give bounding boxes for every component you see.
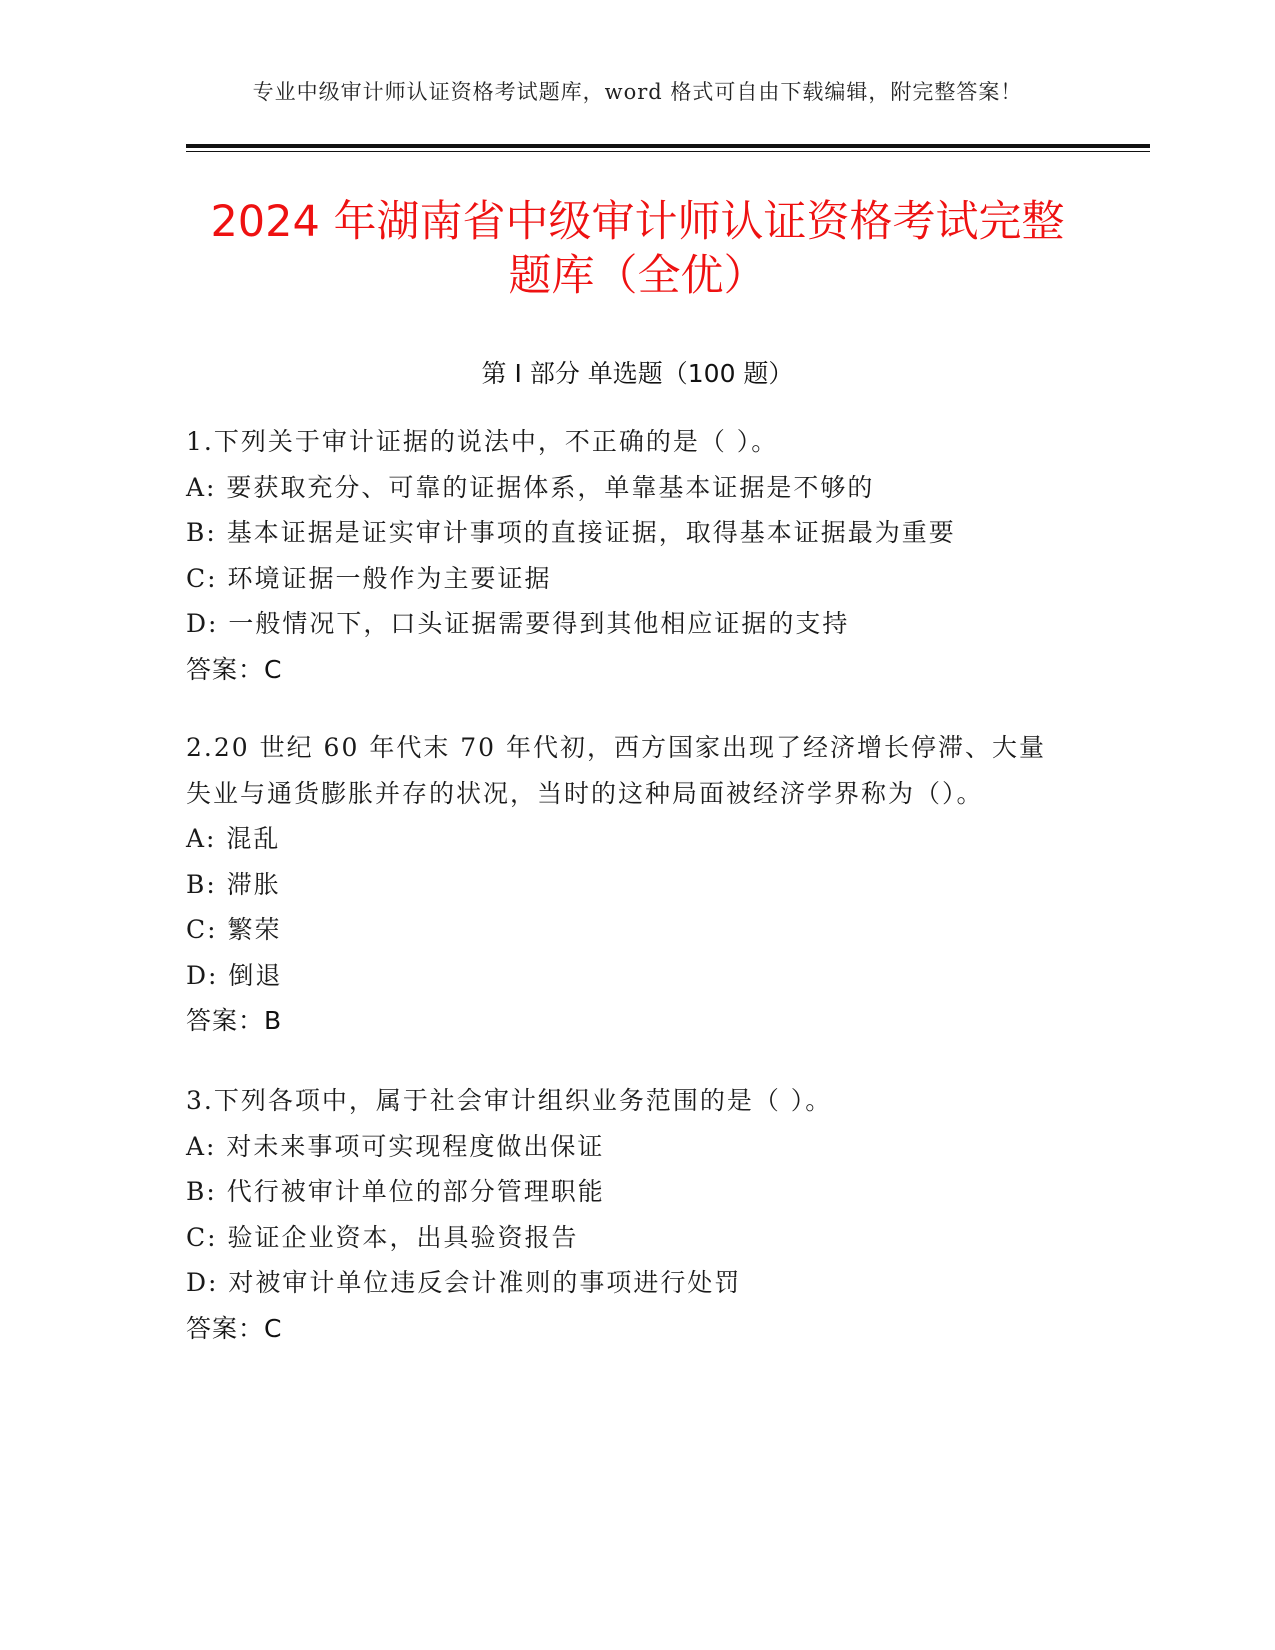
question-2	[186, 725, 1086, 1044]
document-title	[150, 195, 1125, 303]
option-b: B: 基本证据是证实审计事项的直接证据，取得基本证据最为重要	[186, 518, 956, 547]
option-d: D: 对被审计单位违反会计准则的事项进行处罚	[186, 1268, 742, 1297]
question-3	[186, 1078, 1086, 1351]
question-stem: 1.下列关于审计证据的说法中，不正确的是（ ）。	[186, 427, 779, 456]
option-a: A: 对未来事项可实现程度做出保证	[186, 1131, 605, 1161]
document-title-line-2: 题库（全优）	[508, 251, 767, 301]
question-stem-line-1: 2.20 世纪 60 年代末 70 年代初，西方国家出现了经济增长停滞、大量	[186, 733, 1047, 762]
option-d: D: 一般情况下，口头证据需要得到其他相应证据的支持	[186, 609, 850, 638]
question-1	[186, 419, 1086, 692]
option-c: C: 环境证据一般作为主要证据	[186, 563, 552, 593]
option-c: C: 验证企业资本，出具验资报告	[186, 1222, 579, 1252]
option-b: B: 代行被审计单位的部分管理职能	[186, 1177, 605, 1206]
question-stem: 3.下列各项中，属于社会审计组织业务范围的是（ ）。	[186, 1086, 833, 1115]
page-header-note: 专业中级审计师认证资格考试题库，word 格式可自由下载编辑，附完整答案！	[252, 80, 1023, 104]
option-a: A: 混乱	[186, 824, 281, 853]
answer: 答案：C	[186, 654, 283, 684]
option-c: C: 繁荣	[186, 915, 282, 944]
header-rule-thick	[186, 144, 1150, 148]
option-b: B: 滞胀	[186, 869, 281, 899]
header-rule-thin	[186, 151, 1150, 152]
answer: 答案：C	[186, 1313, 283, 1343]
answer: 答案：B	[186, 1006, 283, 1035]
option-d: D: 倒退	[186, 960, 283, 990]
question-stem-line-2: 失业与通货膨胀并存的状况，当时的这种局面被经济学界称为（）。	[186, 778, 984, 808]
document-title-line-1: 2024 年湖南省中级审计师认证资格考试完整	[210, 197, 1065, 247]
option-a: A: 要获取充分、可靠的证据体系，单靠基本证据是不够的	[186, 472, 875, 502]
section-title: 第 I 部分 单选题（100 题）	[481, 359, 794, 388]
